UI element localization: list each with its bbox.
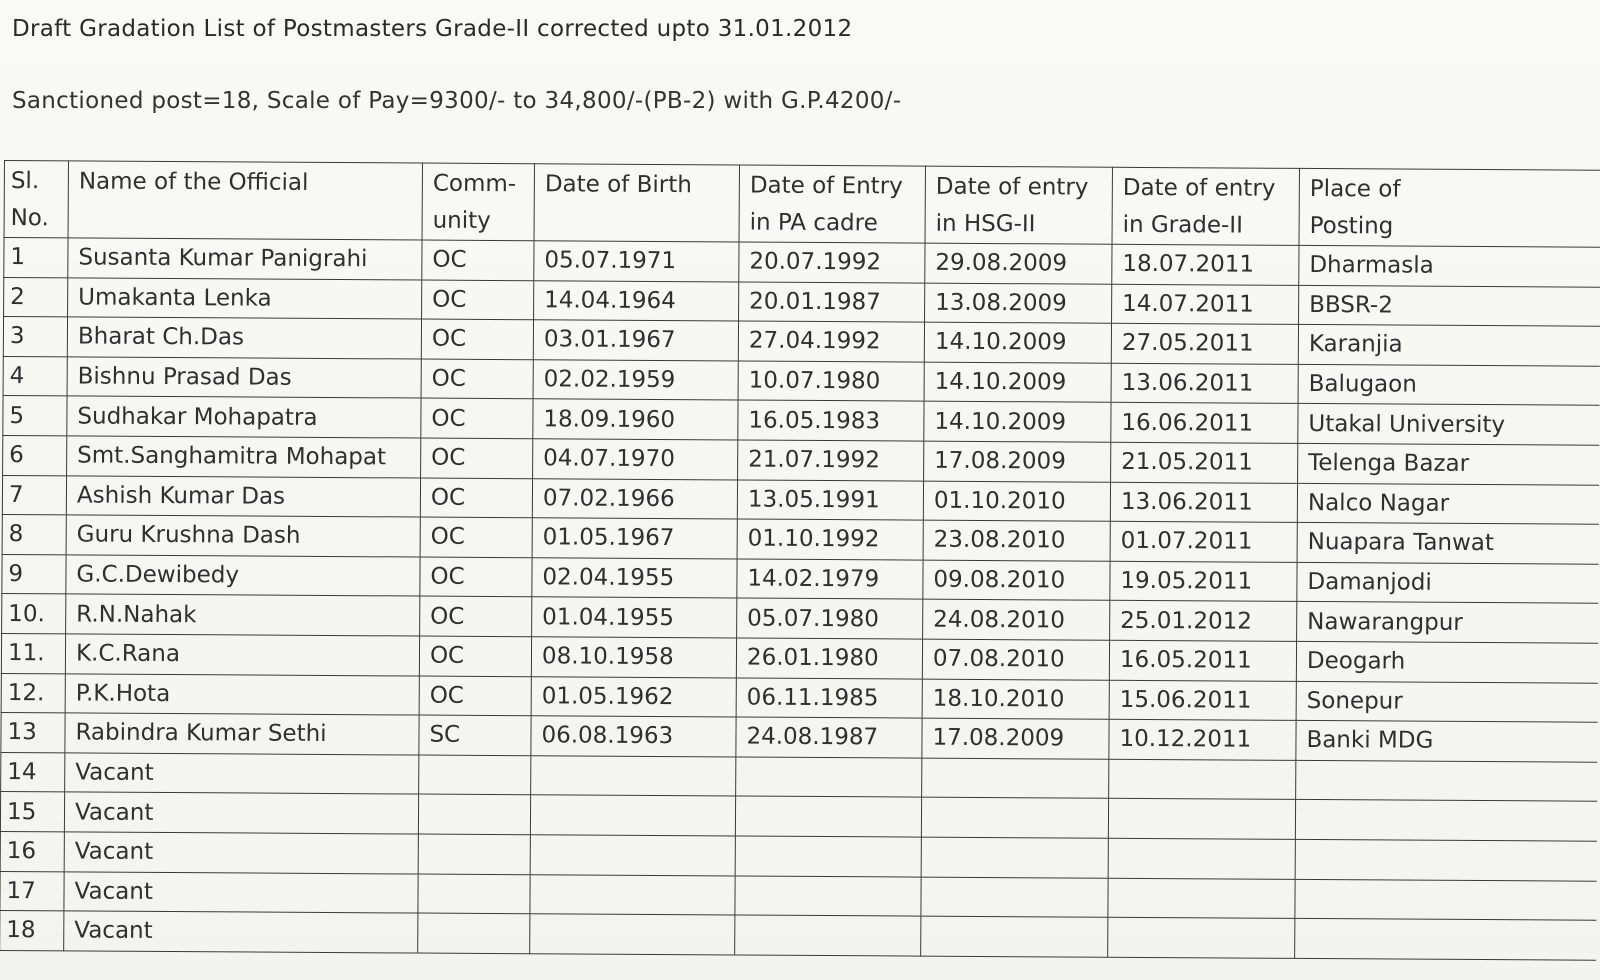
cell-sl: 3 xyxy=(3,317,67,357)
header-community: Comm- unity xyxy=(422,163,534,241)
cell-community xyxy=(418,794,530,834)
cell-dob: 03.01.1967 xyxy=(533,320,738,361)
cell-pa-entry xyxy=(735,875,921,916)
cell-name: Guru Krushna Dash xyxy=(66,515,420,557)
cell-community: OC xyxy=(420,478,532,518)
cell-sl: 8 xyxy=(2,515,66,555)
cell-pa-entry: 27.04.1992 xyxy=(738,321,924,362)
cell-name: G.C.Dewibedy xyxy=(66,555,420,597)
cell-place: Deogarh xyxy=(1296,641,1597,682)
cell-grade-entry: 25.01.2012 xyxy=(1110,601,1297,642)
header-grade-entry: Date of entry in Grade-II xyxy=(1112,167,1299,245)
header-row xyxy=(4,161,1600,248)
cell-grade-entry: 16.05.2011 xyxy=(1109,640,1296,681)
header-pa-entry: Date of Entry in PA cadre xyxy=(739,165,925,243)
document-subtitle: Sanctioned post=18, Scale of Pay=9300/- to 34,800/-(PB-2) with G.P.4200/- xyxy=(12,88,902,114)
cell-sl: 5 xyxy=(3,396,67,436)
cell-name: Vacant xyxy=(64,792,418,834)
cell-dob: 04.07.1970 xyxy=(533,439,738,480)
cell-sl: 14 xyxy=(1,752,65,792)
cell-grade-entry: 27.05.2011 xyxy=(1111,323,1298,364)
cell-name: Bharat Ch.Das xyxy=(67,317,421,359)
cell-sl: 7 xyxy=(2,475,66,515)
cell-pa-entry: 14.02.1979 xyxy=(737,559,923,600)
cell-grade-entry: 19.05.2011 xyxy=(1110,561,1297,602)
cell-place: BBSR-2 xyxy=(1299,285,1600,326)
cell-sl: 9 xyxy=(2,554,66,594)
cell-dob: 07.02.1966 xyxy=(532,478,737,519)
cell-hsg-entry xyxy=(921,916,1108,957)
cell-community: OC xyxy=(419,636,531,676)
header-dob: Date of Birth xyxy=(534,164,739,242)
header-place: Place of Posting xyxy=(1299,168,1600,247)
cell-dob xyxy=(530,914,735,955)
cell-place: Damanjodi xyxy=(1297,562,1598,603)
cell-community: OC xyxy=(419,676,531,716)
cell-community: OC xyxy=(421,319,533,359)
cell-dob: 01.05.1962 xyxy=(531,676,736,717)
cell-name: Vacant xyxy=(64,911,418,953)
cell-sl: 12. xyxy=(1,673,65,713)
header-hsg-entry: Date of entry in HSG-II xyxy=(925,166,1112,244)
cell-dob: 01.04.1955 xyxy=(532,597,737,638)
cell-pa-entry: 10.07.1980 xyxy=(738,361,924,402)
cell-dob xyxy=(531,755,736,796)
cell-community xyxy=(418,874,530,914)
cell-community xyxy=(418,913,530,953)
cell-dob: 06.08.1963 xyxy=(531,716,736,757)
cell-place: Karanjia xyxy=(1298,325,1599,366)
cell-pa-entry: 26.01.1980 xyxy=(736,638,922,679)
cell-hsg-entry xyxy=(921,837,1108,878)
cell-dob: 08.10.1958 xyxy=(531,637,736,678)
cell-place xyxy=(1295,879,1596,920)
cell-name: R.N.Nahak xyxy=(66,594,420,636)
cell-place: Nalco Nagar xyxy=(1297,483,1598,524)
cell-name: Rabindra Kumar Sethi xyxy=(65,713,419,755)
cell-grade-entry xyxy=(1108,917,1295,958)
cell-community: OC xyxy=(422,280,534,320)
cell-hsg-entry: 29.08.2009 xyxy=(925,243,1112,284)
cell-sl: 18 xyxy=(0,911,64,951)
cell-sl: 1 xyxy=(4,238,68,278)
cell-grade-entry: 15.06.2011 xyxy=(1109,680,1296,721)
cell-hsg-entry: 18.10.2010 xyxy=(922,679,1109,720)
cell-grade-entry: 01.07.2011 xyxy=(1110,521,1297,562)
cell-pa-entry: 21.07.1992 xyxy=(738,440,924,481)
cell-community: OC xyxy=(421,398,533,438)
cell-name: Smt.Sanghamitra Mohapat xyxy=(67,436,421,478)
cell-dob xyxy=(530,835,735,876)
cell-community: OC xyxy=(421,359,533,399)
cell-pa-entry: 01.10.1992 xyxy=(737,519,923,560)
cell-community: OC xyxy=(420,517,532,557)
cell-name: K.C.Rana xyxy=(65,634,419,676)
cell-name: Sudhakar Mohapatra xyxy=(67,396,421,438)
cell-place: Telenga Bazar xyxy=(1298,443,1599,484)
cell-dob: 01.05.1967 xyxy=(532,518,737,559)
gradation-table xyxy=(0,160,1600,960)
cell-place: Sonepur xyxy=(1296,681,1597,722)
cell-place xyxy=(1296,760,1597,801)
cell-place: Utakal University xyxy=(1298,404,1599,445)
cell-pa-entry: 20.07.1992 xyxy=(739,242,925,283)
cell-dob: 02.04.1955 xyxy=(532,557,737,598)
cell-grade-entry: 18.07.2011 xyxy=(1112,244,1299,285)
cell-hsg-entry: 13.08.2009 xyxy=(925,283,1112,324)
cell-pa-entry xyxy=(735,796,921,837)
cell-hsg-entry xyxy=(922,758,1109,799)
header-sl-no: Sl. No. xyxy=(4,161,68,238)
cell-hsg-entry: 01.10.2010 xyxy=(923,481,1110,522)
cell-name: Vacant xyxy=(64,871,418,913)
cell-name: Susanta Kumar Panigrahi xyxy=(68,238,422,280)
cell-sl: 4 xyxy=(3,356,67,396)
cell-hsg-entry: 09.08.2010 xyxy=(923,560,1110,601)
cell-dob: 02.02.1959 xyxy=(533,360,738,401)
cell-place: Balugaon xyxy=(1298,364,1599,405)
document-title: Draft Gradation List of Postmasters Grade-II corrected upto 31.01.2012 xyxy=(12,16,853,42)
cell-hsg-entry: 14.10.2009 xyxy=(924,322,1111,363)
cell-dob: 14.04.1964 xyxy=(534,280,739,321)
cell-community: OC xyxy=(421,438,533,478)
cell-dob: 05.07.1971 xyxy=(534,241,739,282)
cell-dob xyxy=(530,874,735,915)
cell-hsg-entry: 17.08.2009 xyxy=(924,441,1111,482)
cell-pa-entry: 13.05.1991 xyxy=(737,480,923,521)
cell-name: Vacant xyxy=(65,753,419,795)
cell-pa-entry: 05.07.1980 xyxy=(737,598,923,639)
cell-sl: 13 xyxy=(1,713,65,753)
cell-grade-entry xyxy=(1108,799,1295,840)
cell-pa-entry xyxy=(736,757,922,798)
cell-grade-entry: 14.07.2011 xyxy=(1112,284,1299,325)
table-row-vacant xyxy=(0,911,1596,960)
cell-community: OC xyxy=(420,596,532,636)
cell-name: Bishnu Prasad Das xyxy=(67,357,421,399)
cell-grade-entry: 21.05.2011 xyxy=(1111,442,1298,483)
cell-pa-entry xyxy=(735,836,921,877)
cell-sl: 11. xyxy=(1,633,65,673)
cell-hsg-entry: 14.10.2009 xyxy=(924,401,1111,442)
cell-name: P.K.Hota xyxy=(65,673,419,715)
header-name: Name of the Official xyxy=(68,161,422,240)
cell-hsg-entry: 14.10.2009 xyxy=(924,362,1111,403)
cell-grade-entry xyxy=(1108,878,1295,919)
cell-grade-entry: 10.12.2011 xyxy=(1109,719,1296,760)
cell-place: Dharmasla xyxy=(1299,245,1600,286)
cell-name: Umakanta Lenka xyxy=(68,277,422,319)
cell-sl: 16 xyxy=(0,831,64,871)
cell-grade-entry: 13.06.2011 xyxy=(1110,482,1297,523)
cell-dob: 18.09.1960 xyxy=(533,399,738,440)
cell-community: SC xyxy=(419,715,531,755)
cell-pa-entry: 16.05.1983 xyxy=(738,400,924,441)
cell-place: Banki MDG xyxy=(1296,721,1597,762)
cell-sl: 6 xyxy=(3,435,67,475)
cell-community: OC xyxy=(420,557,532,597)
cell-grade-entry: 16.06.2011 xyxy=(1111,403,1298,444)
cell-sl: 15 xyxy=(0,792,64,832)
cell-place xyxy=(1295,839,1596,880)
cell-hsg-entry xyxy=(921,797,1108,838)
cell-community: OC xyxy=(422,240,534,280)
cell-pa-entry: 24.08.1987 xyxy=(736,717,922,758)
cell-sl: 17 xyxy=(0,871,64,911)
cell-sl: 10. xyxy=(2,594,66,634)
cell-pa-entry: 20.01.1987 xyxy=(739,282,925,323)
cell-place xyxy=(1295,918,1596,959)
cell-community xyxy=(419,755,531,795)
cell-hsg-entry xyxy=(921,877,1108,918)
cell-pa-entry: 06.11.1985 xyxy=(736,678,922,719)
cell-place: Nuapara Tanwat xyxy=(1297,523,1598,564)
cell-pa-entry xyxy=(735,915,921,956)
cell-dob xyxy=(530,795,735,836)
cell-place xyxy=(1295,800,1596,841)
cell-place: Nawarangpur xyxy=(1297,602,1598,643)
cell-hsg-entry: 23.08.2010 xyxy=(923,520,1110,561)
cell-name: Vacant xyxy=(64,832,418,874)
cell-grade-entry xyxy=(1108,838,1295,879)
cell-hsg-entry: 17.08.2009 xyxy=(922,718,1109,759)
cell-sl: 2 xyxy=(4,277,68,317)
cell-hsg-entry: 24.08.2010 xyxy=(923,599,1110,640)
cell-grade-entry xyxy=(1109,759,1296,800)
cell-community xyxy=(418,834,530,874)
cell-hsg-entry: 07.08.2010 xyxy=(922,639,1109,680)
cell-name: Ashish Kumar Das xyxy=(66,475,420,517)
cell-grade-entry: 13.06.2011 xyxy=(1111,363,1298,404)
